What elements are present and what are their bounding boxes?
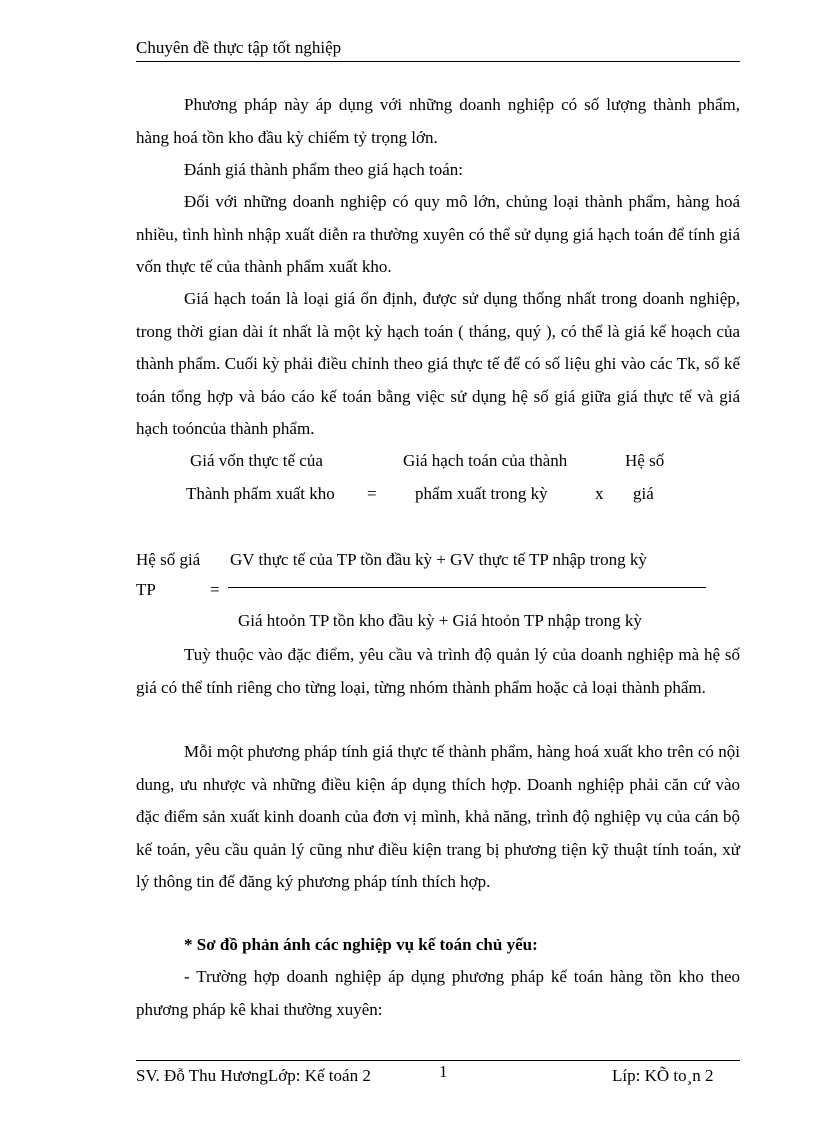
header-divider [136, 61, 740, 62]
paragraph-2: Đánh giá thành phẩm theo giá hạch toán: [184, 160, 463, 179]
page-number: 1 [439, 1062, 448, 1081]
section-heading: * Sơ đồ phản ánh các nghiệp vụ kế toán chủ yếu: [184, 935, 538, 954]
formula1-term2-line2: phẩm xuất trong kỳ [415, 484, 548, 503]
paragraph-7: - Trường hợp doanh nghiệp áp dụng phương pháp kế toán hàng tồn kho theo phương pháp kê khai thường xuyên: [136, 967, 740, 1019]
formula2-denominator: Giá htoỏn TP tồn kho đầu kỳ + Giá htoỏn TP nhập trong kỳ [238, 611, 642, 630]
paragraph-6: Mỗi một phương pháp tính giá thực tế thành phẩm, hàng hoá xuất kho trên có nội dung, ưu nhược và những điều kiện áp dụng thích hợp. Doanh nghiệp phải căn cứ vào đặc điểm sản xuất kinh doanh của đơn vị mình, khả năng, trình độ nghiệp vụ của cán bộ kế toán, yêu cầu quản lý cũng như điều kiện trang bị phương tiện kỹ thuật tính toán, xử lý thông tin để đăng ký phương pháp tính thích hợp. [136, 742, 740, 891]
footer-student-info: SV. Đỗ Thu HươngLớp: Kế toán 2 [136, 1066, 371, 1085]
formula1-term1-line1: Giá vốn thực tế của [190, 451, 323, 470]
paragraph-3: Đối với những doanh nghiệp có quy mô lớn, chủng loại thành phẩm, hàng hoá nhiều, tình hình nhập xuất diễn ra thường xuyên có thể sử dụng giá hạch toán để tính giá vốn thực tế của thành phẩm xuất kho. [136, 192, 740, 276]
formula1-term1-line2: Thành phẩm xuất kho [186, 484, 335, 503]
formula1-term3-line2: giá [633, 484, 654, 503]
formula1-term3-line1: Hệ số [625, 451, 665, 470]
footer-divider [136, 1060, 740, 1061]
formula1-times: x [595, 484, 604, 503]
formula1-term2-line1: Giá hạch toán của thành [403, 451, 568, 470]
formula2-label-line2: TP [136, 580, 156, 599]
fraction-bar [228, 587, 706, 588]
paragraph-4: Giá hạch toán là loại giá ổn định, được sử dụng thống nhất trong doanh nghiệp, trong thời gian dài ít nhất là một kỳ hạch toán ( tháng, quý ), có thể là giá kế hoạch của thành phẩm. Cuối kỳ phải điều chỉnh theo giá thực tế để có số liệu ghi vào các Tk, sổ kế toán tổng hợp và báo cáo kế toán bằng việc sử dụng hệ số giá giữa giá thực tế và giá hạch toóncủa thành phẩm. [136, 289, 740, 438]
formula2-label-line1: Hệ số giá [136, 550, 201, 569]
header-title: Chuyên đề thực tập tốt nghiệp [136, 38, 342, 57]
formula2-numerator: GV thực tế của TP tồn đầu kỳ + GV thực tế TP nhập trong kỳ [230, 550, 647, 569]
paragraph-5: Tuỳ thuộc vào đặc điểm, yêu cầu và trình độ quản lý của doanh nghiệp mà hệ số giá có thể tính riêng cho từng loại, từng nhóm thành phẩm hoặc cả loại thành phẩm. [136, 645, 740, 697]
footer-class-info: Líp: KÕ to¸n 2 [612, 1066, 714, 1085]
formula2-equals: = [210, 580, 220, 599]
paragraph-1: Phương pháp này áp dụng với những doanh nghiệp có số lượng thành phẩm, hàng hoá tồn kho đầu kỳ chiếm tỷ trọng lớn. [136, 95, 740, 147]
formula1-equals: = [367, 484, 377, 503]
